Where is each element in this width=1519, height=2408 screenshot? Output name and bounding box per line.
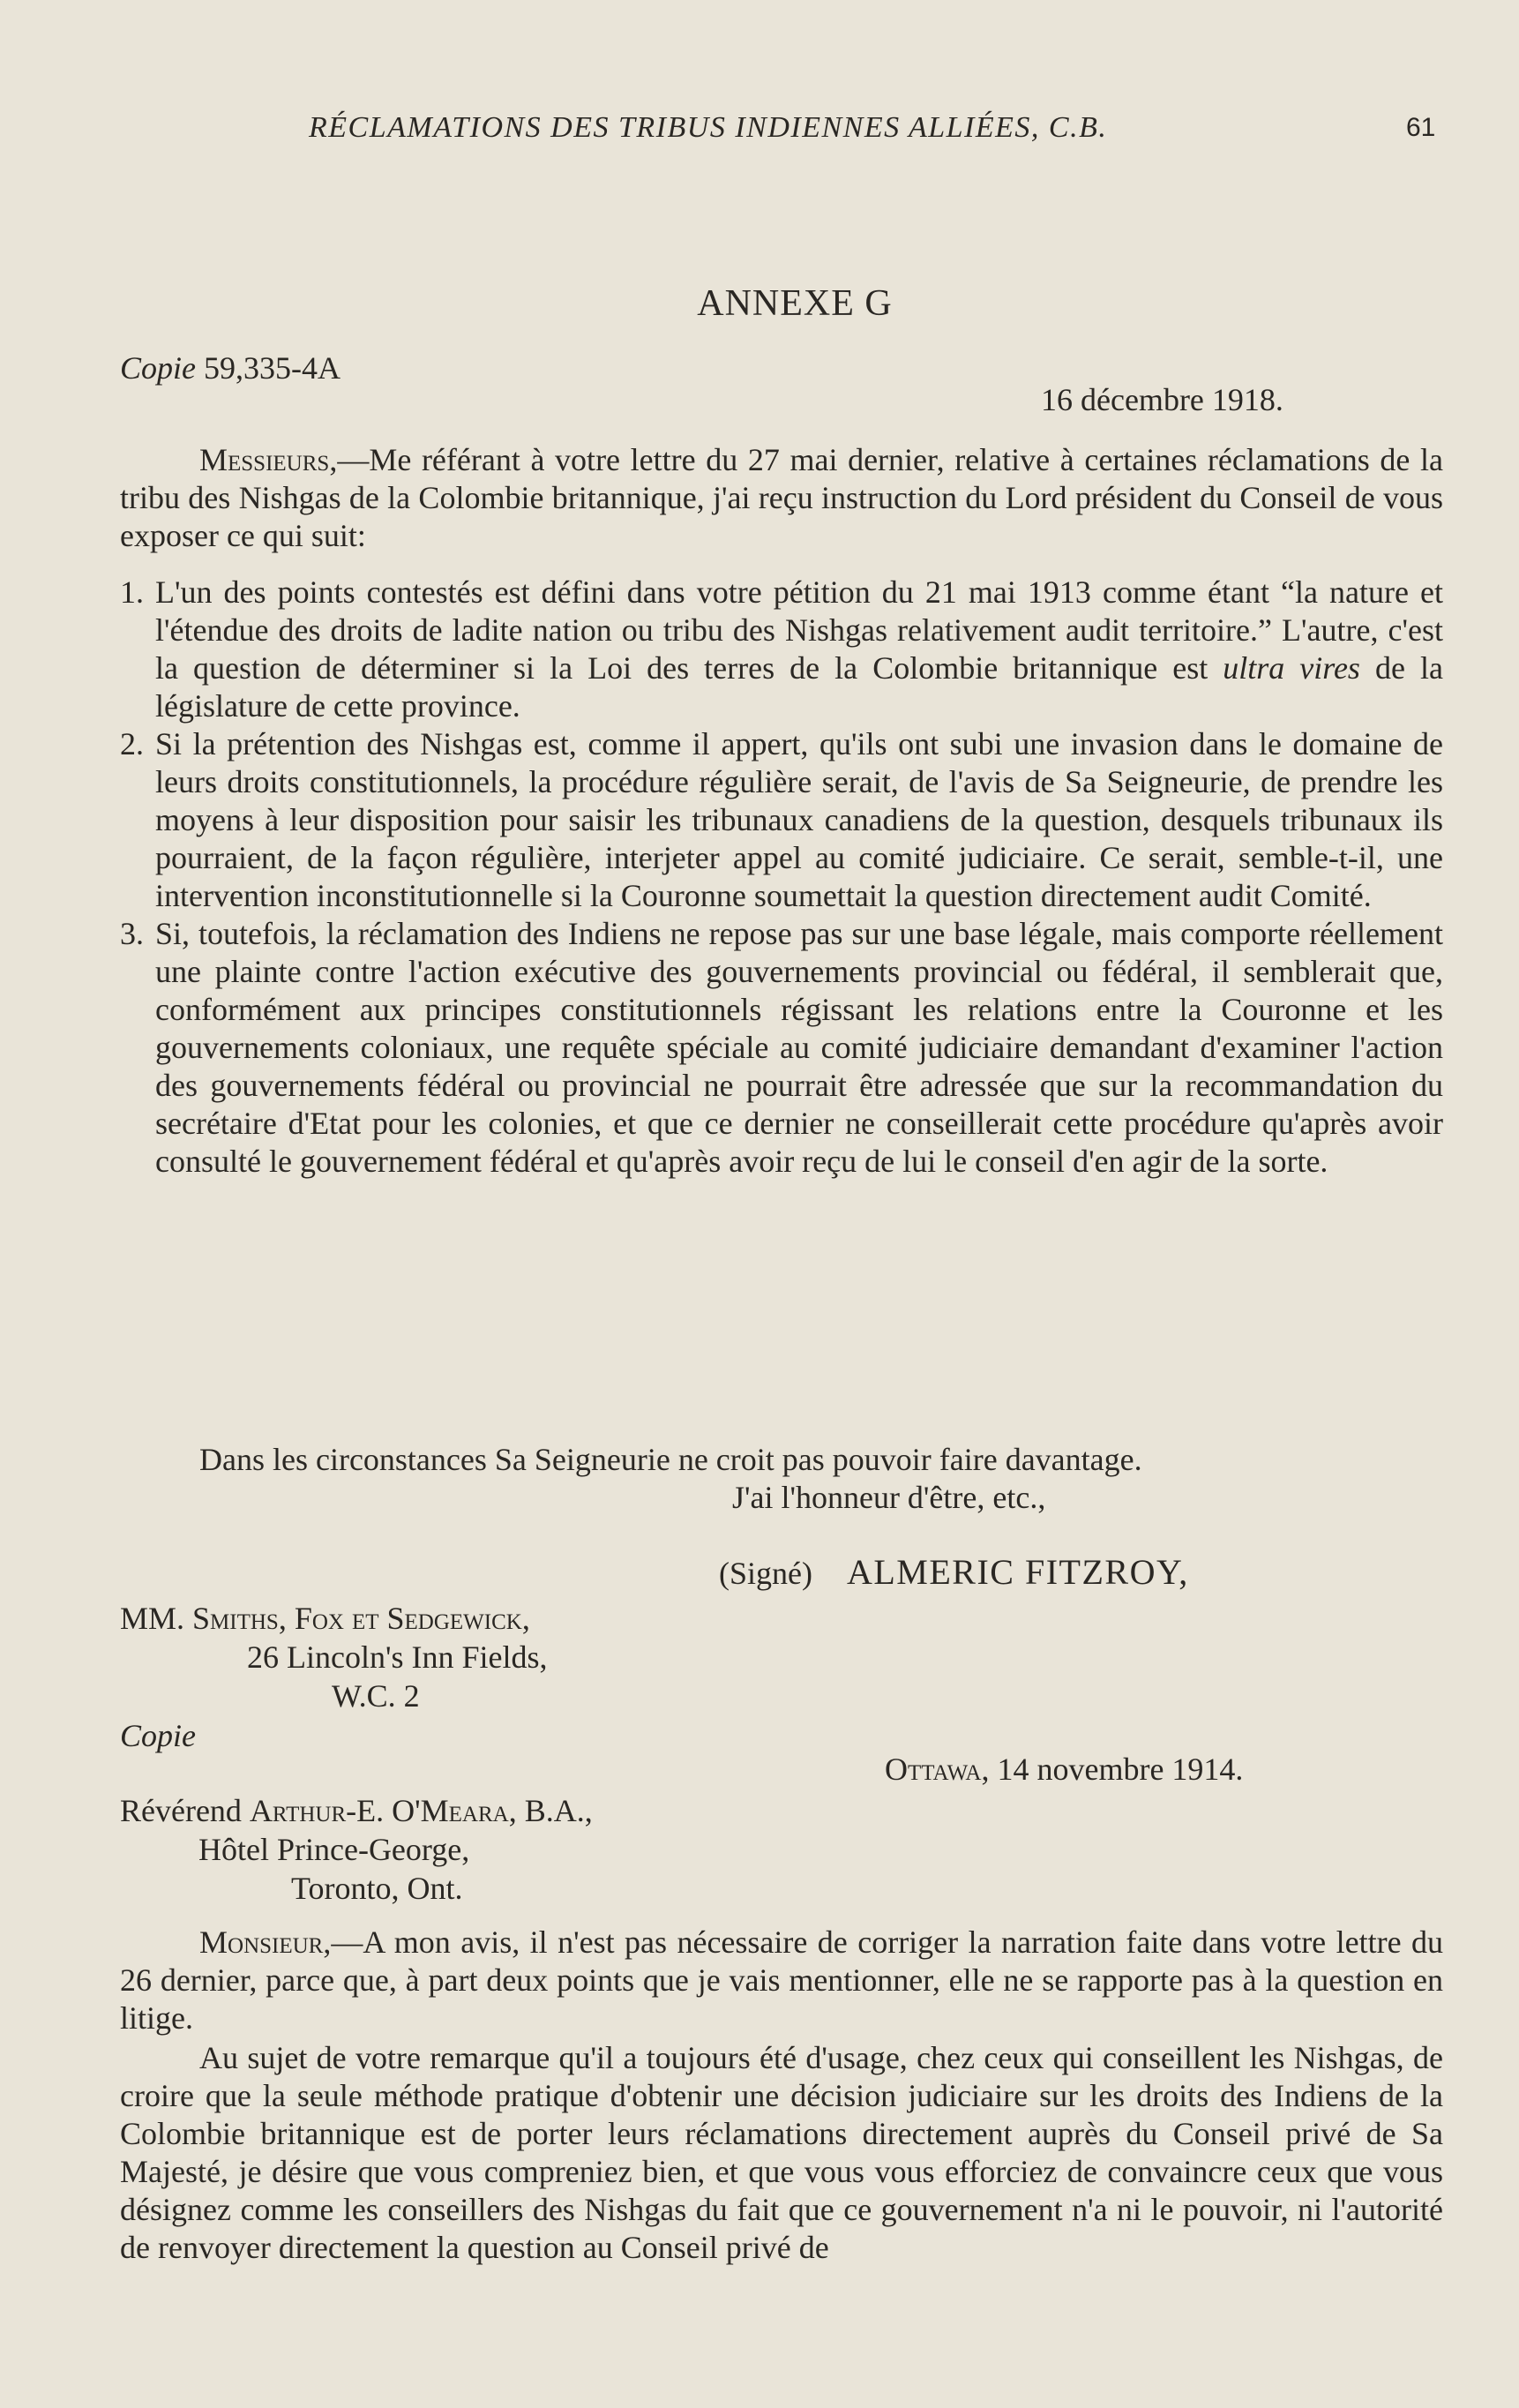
list-item-text <box>155 574 1443 725</box>
letter2-paragraph1 <box>120 1924 1443 2037</box>
list-item-number: 1. <box>120 574 144 610</box>
recipient-title: Révérend <box>120 1793 242 1828</box>
letter1-salutation: Messieurs, <box>199 442 338 477</box>
letter2-salutation: Monsieur, <box>199 1924 332 1960</box>
letter1-signature <box>719 1551 1189 1593</box>
letter2-copy-label <box>120 1717 196 1754</box>
letter1-intro <box>120 441 1443 555</box>
letter1-recipient-line1: MM. Smiths, Fox et Sedgewick, <box>120 1601 530 1636</box>
letter2-paragraph2: Au sujet de votre remarque qu'il a toujours été d'usage, chez ceux qui conseillent les Nishgas, de croire que la seule méthode pratique d'obtenir une décision judiciaire sur les droits des Indiens de la Colombie britannique est de porter leurs réclamations directement auprès du Conseil privé de Sa Majesté, je désire que vous compreniez bien, et que vous vous efforciez de convaincre ceux que vous désignez comme les conseillers des Nishgas du fait que ce gouvernement n'a ni le pouvoir, ni l'autorité de renvoyer directement la question au Conseil privé de <box>120 2040 1443 2265</box>
list-item-number: 2. <box>120 726 144 761</box>
annex-title: ANNEXE G <box>697 283 893 324</box>
running-header: RÉCLAMATIONS DES TRIBUS INDIENNES ALLIÉES, C.B. <box>309 111 1108 144</box>
letter2-date: 14 novembre 1914. <box>997 1752 1244 1787</box>
list-item-number: 3. <box>120 916 144 951</box>
letter2-place-date <box>885 1751 1243 1788</box>
list-item-text-emphasis: ultra vires <box>1223 650 1360 686</box>
copy-ref-number: 59,335-4A <box>204 350 340 386</box>
copy-label: Copie <box>120 350 196 386</box>
list-item-text-b: de la législature de cette province. <box>155 650 1443 724</box>
list-item-text-a: L'un des points contestés est défini dans votre pétition du 21 mai 1913 comme étant “la nature et l'étendue des droits de ladite nation ou tribu des Nishgas relativement audit territoire.” L'autre, c'est la question de déterminer si la Loi des terres de la Colombie britannique est <box>155 574 1443 686</box>
letter2-paragraph1-text: —A mon avis, il n'est pas nécessaire de corriger la narration faite dans votre lettre du 26 dernier, parce que, à part deux points que je vais mentionner, elle ne se rapporte pas à la question en litige. <box>120 1924 1443 2036</box>
letter1-intro-text: —Me référant à votre lettre du 27 mai dernier, relative à certaines réclamations de la tribu des Nishgas de la Colombie britannique, j'ai reçu instruction du Lord président du Conseil de vous exposer ce qui suit: <box>120 442 1443 553</box>
list-item <box>120 574 1443 725</box>
list-item <box>120 725 1443 915</box>
copy-label: Copie <box>120 1718 196 1753</box>
recipient-name: Arthur-E. O'Meara, <box>249 1793 517 1828</box>
letter1-closing: J'ai l'honneur d'être, etc., <box>732 1480 1046 1515</box>
letter1-recipient-line2: 26 Lincoln's Inn Fields, <box>247 1639 548 1675</box>
list-item-text: Si, toutefois, la réclamation des Indiens ne repose pas sur une base légale, mais comporte réellement une plainte contre l'action exécutive des gouvernements provincial ou fédéral, il semblerait que, conformément aux principes constitutionnels régissant les relations entre la Couronne et les gouvernements coloniaux, une requête spéciale au comité judiciaire demandant d'examiner l'action des gouvernements fédéral ou provincial ne pourrait être adressée que sur la recommandation du secrétaire d'Etat pour les colonies, et que ce dernier ne conseillerait cette procédure qu'après avoir consulté le gouvernement fédéral et qu'après avoir reçu de lui le conseil d'en agir de la sorte. <box>155 916 1443 1179</box>
letter1-conclusion: Dans les circonstances Sa Seigneurie ne croit pas pouvoir faire davantage. <box>199 1442 1142 1477</box>
letter1-date: 16 décembre 1918. <box>1041 382 1283 417</box>
signed-label: (Signé) <box>719 1556 812 1591</box>
signed-name: ALMERIC FITZROY, <box>846 1552 1189 1592</box>
letter1-points-list <box>120 574 1443 1181</box>
page-number: 61 <box>1406 113 1436 142</box>
letter2-recipient-line2: Hôtel Prince-George, <box>198 1832 470 1867</box>
letter1-recipient-line3: W.C. 2 <box>332 1678 420 1714</box>
letter2-recipient-line1 <box>120 1791 593 1830</box>
letter2-recipient-line3: Toronto, Ont. <box>291 1871 463 1906</box>
list-item <box>120 915 1443 1181</box>
copy-reference <box>120 349 340 386</box>
list-item-text: Si la prétention des Nishgas est, comme il appert, qu'ils ont subi une invasion dans le domaine de leurs droits constitutionnels, la procédure régulière serait, de l'avis de Sa Seigneurie, de prendre les moyens à leur disposition pour saisir les tribunaux canadiens de la question, desquels tribunaux ils pourraient, de la façon régulière, interjeter appel au comité judiciaire. Ce serait, semble-t-il, une intervention inconstitutionnelle si la Couronne soumettait la question directement audit Comité. <box>155 726 1443 913</box>
letter2-city: Ottawa, <box>885 1752 990 1787</box>
recipient-degree: B.A., <box>524 1793 593 1828</box>
